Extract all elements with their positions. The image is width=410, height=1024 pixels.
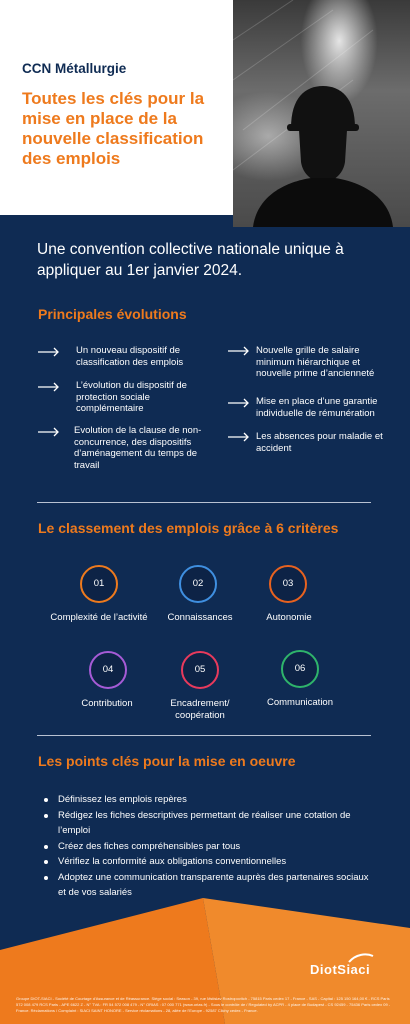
divider: [37, 735, 371, 736]
header-title: Toutes les clés pour la mise en place de la nouvelle classification des emplois: [22, 89, 205, 168]
arrow-right-icon: [228, 398, 250, 408]
worker-photo: [233, 0, 410, 227]
arrow-right-icon: [38, 347, 60, 357]
evolution-text: Mise en place d’une garantie individuelle de rémunération: [256, 396, 378, 419]
criterion-number: 01: [93, 578, 105, 589]
criterion-label: Contribution: [81, 698, 133, 709]
criterion-number-badge: [89, 651, 127, 689]
keypoints-title: Les points clés pour la mise en oeuvre: [38, 753, 296, 769]
criteria-title: Le classement des emplois grâce à 6 critères: [38, 520, 339, 536]
criterion-number-badge: [80, 565, 118, 603]
evolutions-title: Principales évolutions: [38, 306, 187, 322]
arrow-right-icon: [228, 346, 250, 356]
criterion-number: 03: [282, 578, 294, 589]
criterion-number-badge: [179, 565, 217, 603]
criterion-number-badge: [281, 650, 319, 688]
evolution-text: Les absences pour maladie et accident: [256, 431, 383, 454]
diotsiaci-logo: DiotSiaci: [310, 962, 371, 977]
header-subtitle: CCN Métallurgie: [22, 61, 127, 76]
intro-text: Une convention collective nationale unique à appliquer au 1er janvier 2024.: [37, 241, 344, 279]
evolution-text: L’évolution du dispositif de protection sociale complémentaire: [76, 380, 187, 414]
criterion-label: Connaissances: [167, 612, 233, 623]
keypoints-list: [44, 792, 374, 901]
list-item: Créez des fiches compréhensibles par tous: [44, 839, 374, 855]
evolution-text: Un nouveau dispositif de classification des emplois: [76, 345, 184, 368]
criterion-number: 04: [102, 664, 114, 675]
list-item: Vérifiez la conformité aux obligations conventionnelles: [44, 854, 374, 870]
arrow-right-icon: [38, 427, 60, 437]
evolution-text: Evolution de la clause de non-concurrence, des dispositifs d’aménagement du temps de travail: [74, 425, 202, 471]
criterion-label: Autonomie: [266, 612, 312, 623]
criterion-label: Complexité de l’activité: [50, 612, 148, 623]
criterion-label: Communication: [267, 697, 333, 708]
criterion-number: 06: [294, 663, 306, 674]
arrow-right-icon: [228, 432, 250, 442]
list-item: Adoptez une communication transparente auprès des partenaires sociaux et de vos salariés: [44, 870, 374, 901]
worker-silhouette-icon: [233, 0, 410, 227]
evolution-text: Nouvelle grille de salaire minimum hiérarchique et nouvelle prime d’ancienneté: [256, 345, 375, 379]
list-item: Rédigez les fiches descriptives permettant de réaliser une cotation de l’emploi: [44, 808, 374, 839]
criterion-number-badge: [181, 651, 219, 689]
legal-text: Groupe DIOT-SIACI - Société de Courtage d'Assurance et de Réassurance. Siège social : Season - 39, rue Mstislav Rostropovitch - 75815 Paris cedex 17 - France - SAS - Capital : 125 150 164,00 € - RCS Paris 572 008 479 RCS Paris - APE 6622 Z - N° TVA : FR 54 572 008 479 - N° ORIAS : 07 000 771 (www.orias.fr) - Sous le contrôle de / Regulated by ACPR - 4 place de Budapest - CS 92459 - 75436 Paris cedex 09 - France. Réclamations / Complaint : SIACI SAINT HONORE - Service réclamations - 28, allée de l'Europe - 92587 Clichy cedex - France.: [16, 996, 391, 1013]
criterion-number: 05: [194, 664, 206, 675]
arrow-right-icon: [38, 382, 60, 392]
list-item: Définissez les emplois repères: [44, 792, 374, 808]
criterion-number: 02: [192, 578, 204, 589]
criterion-label: Encadrement/ coopération: [170, 698, 230, 721]
criterion-number-badge: [269, 565, 307, 603]
divider: [37, 502, 371, 503]
